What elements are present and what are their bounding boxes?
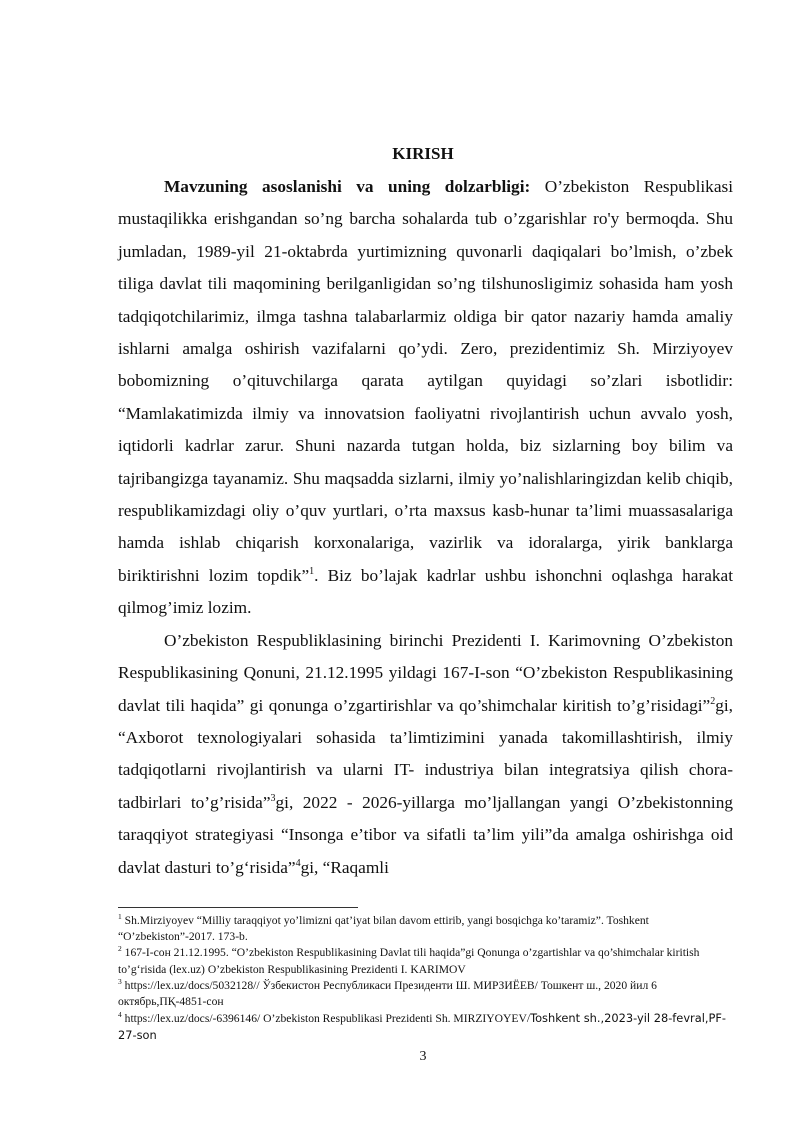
- page-number: 3: [419, 1049, 427, 1064]
- footnote-ref[interactable]: 4: [295, 857, 301, 869]
- paragraph-1: [118, 171, 733, 625]
- paragraph-text: O’zbekiston Respublikasi mustaqilikka erishgandan so’ng barcha sohalarda tub o’zgarishlar ro'y bermoqda. Shu jumladan, 1989-yil 21-oktabrda yurtimizning quvonarli daqiqalari bo’lmish, o’zbek tiliga davlat tili maqomining berilganligidan so’ng tilshunosligimiz sohasida ham yosh tadqiqotchilarimiz, ilmga tashna talabarlarmiz oldiga bir qator nazariy hamda amaliy ishlarni amalga oshirish vazifalarni qo’ydi. Zero, prezidentimiz Sh. Mirziyoyev bobomizning o’qituvchilarga qarata aytilgan quyidagi so’zlari isbotlidir: “Mamlakatimizda ilmiy va innovatsion faoliyatni rivojlantirish uchun avvalo yosh, iqtidorli kadrlar zarur. Shuni nazarda tutgan holda, biz sizlarning boy bilim va tajribangizga tayanamiz. Shu maqsadda sizlarni, ilmiy yo’nalishlaringizdan kelib chiqib, respublikamizdagi oliy o’quv yurtlari, o’rta maxsus kasb-hunar ta’limi muassasalariga hamda ishlab chiqarish korxonalariga, vazirlik va idoralarga, yirik banklarga biriktirishni lozim topdik”: [118, 177, 734, 585]
- footnote-1: [118, 913, 736, 945]
- footnote-3: [118, 978, 736, 1010]
- footnote-number: 4: [118, 1010, 122, 1020]
- paragraph-segment: gi, “Raqamli: [300, 857, 389, 877]
- footnotes: [118, 913, 736, 1045]
- footnote-ref[interactable]: 1: [309, 566, 315, 578]
- footnote-number: 2: [118, 944, 122, 954]
- footnote-text-tail: Toshkent sh.,2023-yil 28-fevral,PF-27-son: [118, 1011, 727, 1043]
- footnote-number: 3: [118, 976, 122, 986]
- footnote-number: 1: [118, 912, 122, 922]
- paragraph-2: [118, 625, 733, 884]
- footnote-text[interactable]: https://lex.uz/docs/-6396146/ O’zbekiston Respublikasi Prezidenti Sh. MIRZIYOYEV/: [121, 1012, 531, 1026]
- footnote-ref[interactable]: 2: [710, 695, 716, 707]
- paragraph-segment: gi, “Axborot texnologiyalari sohasida ta’limtizimini yanada takomillashtirish, ilmiy tadqiqotlarni rivojlantirish va ularni IT- industriya bilan integratsiya qilish chora- tadbirlari to’g’risida”: [118, 695, 733, 812]
- footnote-2: [118, 945, 736, 977]
- footnote-separator: [118, 907, 358, 908]
- footnote-text: Sh.Mirziyoyev “Milliy taraqqiyot yo’limizni qat’iyat bilan davom ettirib, yangi bosqichga ko’taramiz”. Toshkent “O’zbekiston”-2017. 173-b.: [118, 914, 649, 944]
- footnote-text[interactable]: https://lex.uz/docs/5032128// Ўзбекистон Республикаси Президенти Ш. МИРЗИЁЕВ/ Тошкент ш., 2020 йил 6 октябрь,ПҚ-4851-сон: [118, 978, 657, 1009]
- paragraph-text-tail: . Biz bo’lajak kadrlar ushbu ishonchni oqlashga harakat qilmog’imiz lozim.: [118, 565, 734, 618]
- body-text: [118, 171, 733, 884]
- footnote-4: [118, 1010, 736, 1044]
- footnote-ref[interactable]: 3: [270, 792, 276, 804]
- footnote-text: 167-I-сон 21.12.1995. “O’zbekiston Respublikasining Davlat tili haqida”gi Qonunga o’zgartishlar va qo’shimchalar kiritish to’g‘risida (lex.uz) O’zbekiston Respublikasining Prezidenti I. KARIMOV: [118, 946, 700, 976]
- paragraph-lead: Mavzuning asoslanishi va uning dolzarbligi:: [164, 177, 531, 196]
- paragraph-segment: gi, 2022 - 2026-yillarga mo’ljallangan yangi O’zbekistonning taraqqiyot strategiyasi “Insonga e’tibor va sifatli ta’lim yili”da amalga oshirishga oid davlat dasturi to’g‘risida”: [118, 792, 733, 877]
- paragraph-segment: O’zbekiston Respubliklasining birinchi Prezidenti I. Karimovning O’zbekiston Respublikasining Qonuni, 21.12.1995 yildagi 167-I-son “O’zbekiston Respublikasining davlat tili haqida” gi qonunga o’zgartirishlar va qo’shimchalar kiritish to’g’risidagi”: [118, 630, 733, 715]
- section-title: KIRISH: [392, 144, 454, 163]
